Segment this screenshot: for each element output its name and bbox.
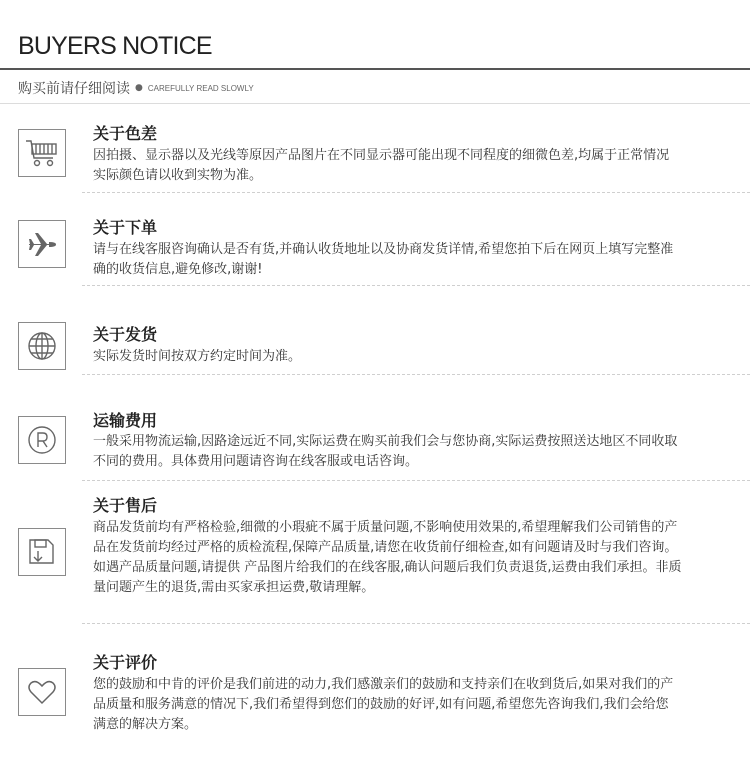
section-divider bbox=[82, 374, 750, 376]
registered-icon bbox=[18, 416, 66, 464]
subtitle-chinese: 购买前请仔细阅读 bbox=[18, 81, 130, 97]
section-line: 量问题产生的退货,需由买家承担运费,敬请理解。 bbox=[93, 580, 375, 595]
section-body bbox=[93, 675, 703, 735]
section-line: 商品发货前均有严格检验,细微的小瑕疵不属于质量问题,不影响使用效果的,希望理解我们公司销售的产 bbox=[93, 520, 678, 535]
title-divider bbox=[0, 68, 750, 70]
section-divider bbox=[82, 623, 750, 625]
section-title: 关于评价 bbox=[93, 653, 158, 672]
section-line: 如遇产品质量问题,请提供 产品图片给我们的在线客服,确认问题后我们负责退货,运费由我们承担。非质 bbox=[93, 560, 682, 575]
section-line: 实际发货时间按双方约定时间为准。 bbox=[93, 349, 302, 364]
section-line: 确的收货信息,避免修改,谢谢! bbox=[93, 262, 263, 277]
section-line: 不同的费用。具体费用问题请咨询在线客服或电话咨询。 bbox=[93, 454, 419, 469]
section-line: 因拍摄、显示器以及光线等原因产品图片在不同显示器可能出现不同程度的细微色差,均属于正常情况 bbox=[93, 148, 670, 163]
section-line: 满意的解决方案。 bbox=[93, 717, 198, 732]
airplane-icon bbox=[18, 220, 66, 268]
heart-icon bbox=[18, 668, 66, 716]
section-line: 一般采用物流运输,因路途远近不同,实际运费在购买前我们会与您协商,实际运费按照送达地区不同收取 bbox=[93, 434, 678, 449]
section-body bbox=[93, 240, 703, 280]
section-line: 请与在线客服咨询确认是否有货,并确认收货地址以及协商发货详情,希望您拍下后在网页上填写完整准 bbox=[93, 242, 674, 257]
section-line: 实际颜色请以收到实物为准。 bbox=[93, 168, 263, 183]
section-body bbox=[93, 432, 703, 472]
subtitle-english: CAREFULLY READ SLOWLY bbox=[147, 83, 254, 93]
subtitle-row bbox=[18, 78, 254, 98]
subtitle-bullet: ● bbox=[135, 83, 143, 93]
section-title: 关于下单 bbox=[93, 218, 158, 237]
page-title: BUYERS NOTICE bbox=[18, 32, 212, 60]
section-title: 关于色差 bbox=[93, 124, 158, 143]
section-body bbox=[93, 347, 703, 367]
section-title: 运输费用 bbox=[93, 411, 158, 430]
globe-icon bbox=[18, 322, 66, 370]
section-title: 关于发货 bbox=[93, 325, 158, 344]
section-divider bbox=[82, 480, 750, 482]
section-divider bbox=[82, 192, 750, 194]
section-divider bbox=[82, 285, 750, 287]
section-line: 您的鼓励和中肯的评价是我们前进的动力,我们感激亲们的鼓励和支持亲们在收到货后,如果对我们的产 bbox=[93, 677, 674, 692]
save-download-icon bbox=[18, 528, 66, 576]
section-title: 关于售后 bbox=[93, 496, 158, 515]
shopping-cart-icon bbox=[18, 129, 66, 177]
section-line: 品在发货前均经过严格的质检流程,保障产品质量,请您在收货前仔细检查,如有问题请及时与我们咨询。 bbox=[93, 540, 678, 555]
section-body bbox=[93, 146, 703, 186]
section-body bbox=[93, 518, 703, 598]
section-line: 品质量和服务满意的情况下,我们希望得到您们的鼓励的好评,如有问题,希望您先咨询我们,我们会给您 bbox=[93, 697, 669, 712]
subtitle-divider bbox=[0, 103, 750, 104]
